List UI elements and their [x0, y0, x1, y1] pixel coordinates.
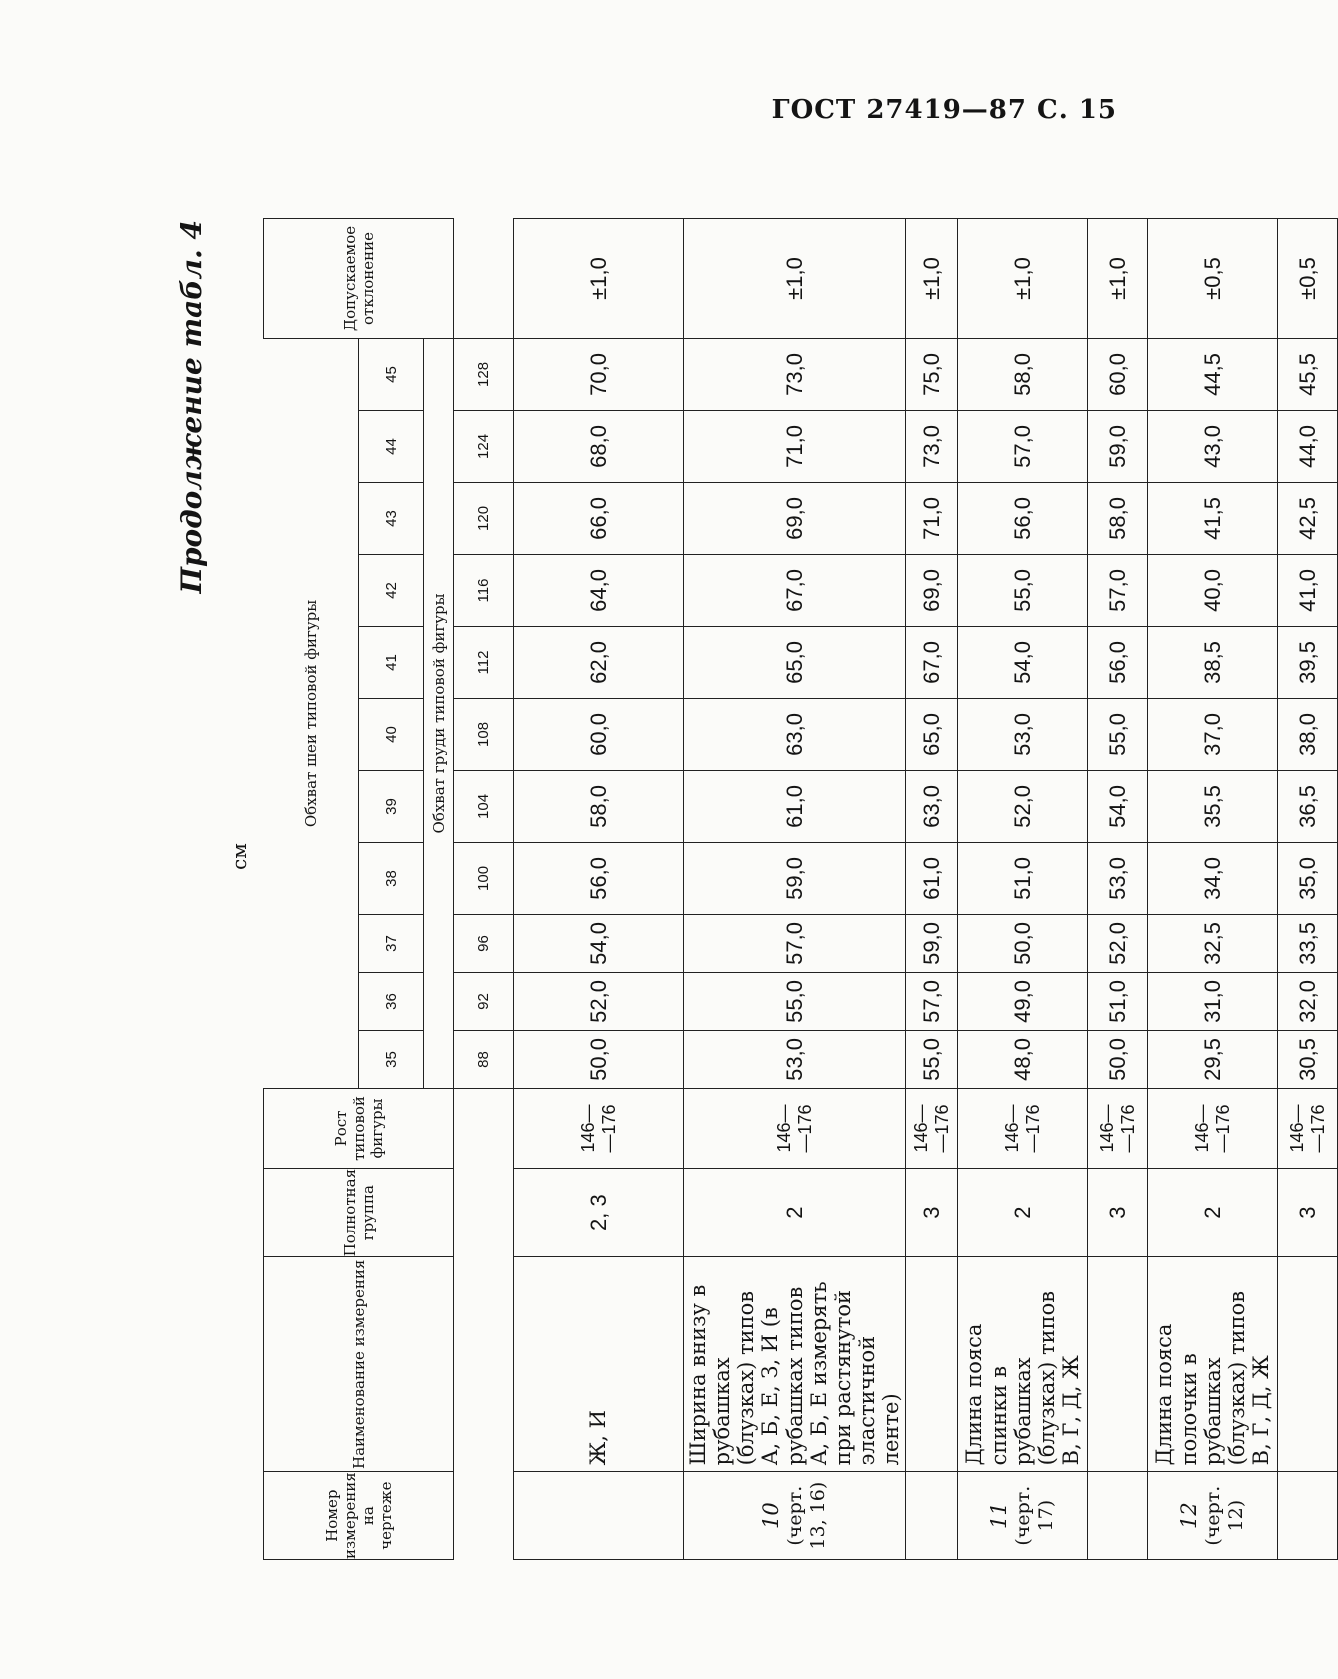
neck-size-36: 36 [359, 972, 424, 1030]
value-cell: 54,0 [958, 626, 1088, 698]
value-cell: 55,0 [1088, 698, 1148, 770]
value-cell: 41,0 [1278, 554, 1338, 626]
meas-number: 11 [987, 1502, 1012, 1530]
value-cell: 58,0 [514, 770, 684, 842]
value-cell: 57,0 [958, 410, 1088, 482]
value-cell: 64,0 [514, 554, 684, 626]
value-cell: 60,0 [1088, 338, 1148, 410]
neck-size-37: 37 [359, 914, 424, 972]
chest-sizes-row [454, 218, 514, 1559]
value-cell: 32,0 [1278, 972, 1338, 1030]
header-tolerance: Допускаемое отклонение [264, 218, 454, 338]
value-cell: 56,0 [1088, 626, 1148, 698]
value-cell: 38,0 [1278, 698, 1338, 770]
table-row [514, 218, 684, 1559]
tolerance-value: ±1,0 [514, 218, 684, 338]
meas-number: 10 [758, 1502, 783, 1530]
neck-size-35: 35 [359, 1030, 424, 1088]
table-row [906, 218, 958, 1559]
value-cell: 39,5 [1278, 626, 1338, 698]
value-cell: 67,0 [684, 554, 906, 626]
meas-name [906, 1257, 958, 1472]
neck-size-45: 45 [359, 338, 424, 410]
height-value: 146— —176 [1148, 1088, 1278, 1168]
value-cell: 59,0 [1088, 410, 1148, 482]
value-cell: 59,0 [906, 914, 958, 972]
value-cell: 61,0 [906, 842, 958, 914]
value-cell: 65,0 [906, 698, 958, 770]
value-cell: 30,5 [1278, 1030, 1338, 1088]
value-cell: 65,0 [684, 626, 906, 698]
value-cell: 56,0 [958, 482, 1088, 554]
fullness-group: 3 [1278, 1168, 1338, 1256]
height-value: 146— —176 [906, 1088, 958, 1168]
fullness-group: 3 [1088, 1168, 1148, 1256]
value-cell: 51,0 [958, 842, 1088, 914]
height-value: 146— —176 [1278, 1088, 1338, 1168]
chest-size-120: 120 [454, 482, 514, 554]
meas-number: 12 [1177, 1502, 1202, 1530]
value-cell: 66,0 [514, 482, 684, 554]
chest-size-116: 116 [454, 554, 514, 626]
chest-size-104: 104 [454, 770, 514, 842]
value-cell: 44,5 [1148, 338, 1278, 410]
meas-number-cell [684, 1472, 906, 1560]
value-cell: 43,0 [1148, 410, 1278, 482]
value-cell: 58,0 [958, 338, 1088, 410]
value-cell: 59,0 [684, 842, 906, 914]
neck-size-43: 43 [359, 482, 424, 554]
tolerance-value: ±0,5 [1278, 218, 1338, 338]
tolerance-value: ±0,5 [1148, 218, 1278, 338]
value-cell: 50,0 [958, 914, 1088, 972]
height-value: 146— —176 [958, 1088, 1088, 1168]
table-title: Продолжение табл. 4 [175, 220, 208, 594]
value-cell: 68,0 [514, 410, 684, 482]
value-cell: 63,0 [684, 698, 906, 770]
fullness-group: 2 [958, 1168, 1088, 1256]
value-cell: 52,0 [1088, 914, 1148, 972]
value-cell: 35,5 [1148, 770, 1278, 842]
chest-size-112: 112 [454, 626, 514, 698]
meas-number-cell [1148, 1472, 1278, 1560]
meas-number-cell [514, 1472, 684, 1560]
fullness-group: 2 [1148, 1168, 1278, 1256]
value-cell: 35,0 [1278, 842, 1338, 914]
value-cell: 36,5 [1278, 770, 1338, 842]
value-cell: 55,0 [684, 972, 906, 1030]
value-cell: 33,5 [1278, 914, 1338, 972]
value-cell: 57,0 [1088, 554, 1148, 626]
chest-size-92: 92 [454, 972, 514, 1030]
value-cell: 44,0 [1278, 410, 1338, 482]
units-label: см [227, 843, 251, 870]
table-body [514, 218, 1338, 1559]
measurement-table [263, 218, 1338, 1560]
tolerance-value: ±1,0 [684, 218, 906, 338]
neck-size-38: 38 [359, 842, 424, 914]
chest-size-100: 100 [454, 842, 514, 914]
value-cell: 61,0 [684, 770, 906, 842]
value-cell: 53,0 [1088, 842, 1148, 914]
header-height: Рост типовой фигуры [264, 1088, 454, 1168]
value-cell: 50,0 [514, 1030, 684, 1088]
neck-size-42: 42 [359, 554, 424, 626]
value-cell: 54,0 [1088, 770, 1148, 842]
value-cell: 52,0 [958, 770, 1088, 842]
chest-size-108: 108 [454, 698, 514, 770]
meas-name: Ширина внизу в рубашках (блузках) типов А, Б, Е, З, И (в рубашках типов А, Б, Е измерять при растянутой эластичной ленте) [684, 1257, 906, 1472]
fullness-group: 3 [906, 1168, 958, 1256]
meas-ref: (черт. 12) [1202, 1485, 1248, 1546]
chest-size-96: 96 [454, 914, 514, 972]
value-cell: 70,0 [514, 338, 684, 410]
value-cell: 32,5 [1148, 914, 1278, 972]
table-row [1278, 218, 1338, 1559]
value-cell: 69,0 [684, 482, 906, 554]
meas-name [1088, 1257, 1148, 1472]
value-cell: 45,5 [1278, 338, 1338, 410]
header-meas-name: Наименование измерения [264, 1257, 454, 1472]
table-row [684, 218, 906, 1559]
fullness-group: 2 [684, 1168, 906, 1256]
value-cell: 55,0 [958, 554, 1088, 626]
chest-size-124: 124 [454, 410, 514, 482]
value-cell: 73,0 [684, 338, 906, 410]
value-cell: 38,5 [1148, 626, 1278, 698]
value-cell: 75,0 [906, 338, 958, 410]
value-cell: 73,0 [906, 410, 958, 482]
value-cell: 69,0 [906, 554, 958, 626]
value-cell: 63,0 [906, 770, 958, 842]
neck-size-44: 44 [359, 410, 424, 482]
value-cell: 60,0 [514, 698, 684, 770]
value-cell: 71,0 [906, 482, 958, 554]
tolerance-value: ±1,0 [906, 218, 958, 338]
neck-size-40: 40 [359, 698, 424, 770]
value-cell: 31,0 [1148, 972, 1278, 1030]
page-header: ГОСТ 27419—87 С. 15 [771, 95, 1117, 125]
value-cell: 58,0 [1088, 482, 1148, 554]
value-cell: 37,0 [1148, 698, 1278, 770]
meas-name: Ж, И [514, 1257, 684, 1472]
chest-size-88: 88 [454, 1030, 514, 1088]
meas-name [1278, 1257, 1338, 1472]
meas-ref: (черт. 13, 16) [784, 1481, 830, 1550]
value-cell: 67,0 [906, 626, 958, 698]
value-cell: 51,0 [1088, 972, 1148, 1030]
value-cell: 54,0 [514, 914, 684, 972]
header-fullness-group: Полнотная группа [264, 1168, 454, 1256]
meas-number-cell [1088, 1472, 1148, 1560]
value-cell: 62,0 [514, 626, 684, 698]
value-cell: 71,0 [684, 410, 906, 482]
value-cell: 50,0 [1088, 1030, 1148, 1088]
height-value: 146— —176 [684, 1088, 906, 1168]
value-cell: 49,0 [958, 972, 1088, 1030]
value-cell: 57,0 [684, 914, 906, 972]
value-cell: 56,0 [514, 842, 684, 914]
fullness-group: 2, 3 [514, 1168, 684, 1256]
value-cell: 48,0 [958, 1030, 1088, 1088]
height-value: 146— —176 [514, 1088, 684, 1168]
meas-name: Длина пояса полочки в рубашках (блузках) типов В, Г, Д, Ж [1148, 1257, 1278, 1472]
header-meas-number: Номер измерения на чертеже [264, 1472, 454, 1560]
meas-number-cell [906, 1472, 958, 1560]
value-cell: 34,0 [1148, 842, 1278, 914]
neck-size-41: 41 [359, 626, 424, 698]
value-cell: 41,5 [1148, 482, 1278, 554]
table-row [1088, 218, 1148, 1559]
value-cell: 52,0 [514, 972, 684, 1030]
meas-ref: (черт. 17) [1012, 1485, 1058, 1546]
table-row [1148, 218, 1278, 1559]
chest-size-128: 128 [454, 338, 514, 410]
tolerance-value: ±1,0 [1088, 218, 1148, 338]
meas-number-cell [958, 1472, 1088, 1560]
value-cell: 53,0 [958, 698, 1088, 770]
value-cell: 40,0 [1148, 554, 1278, 626]
tolerance-value: ±1,0 [958, 218, 1088, 338]
value-cell: 29,5 [1148, 1030, 1278, 1088]
header-neck-group: Обхват шеи типовой фигуры [264, 338, 359, 1088]
value-cell: 53,0 [684, 1030, 906, 1088]
neck-size-39: 39 [359, 770, 424, 842]
rotated-table-area [175, 180, 1328, 1560]
value-cell: 55,0 [906, 1030, 958, 1088]
header-chest-group: Обхват груди типовой фигуры [424, 338, 454, 1088]
meas-name: Длина пояса спинки в рубашках (блузках) типов В, Г, Д, Ж [958, 1257, 1088, 1472]
table-row [958, 218, 1088, 1559]
value-cell: 42,5 [1278, 482, 1338, 554]
value-cell: 57,0 [906, 972, 958, 1030]
height-value: 146— —176 [1088, 1088, 1148, 1168]
meas-number-cell [1278, 1472, 1338, 1560]
